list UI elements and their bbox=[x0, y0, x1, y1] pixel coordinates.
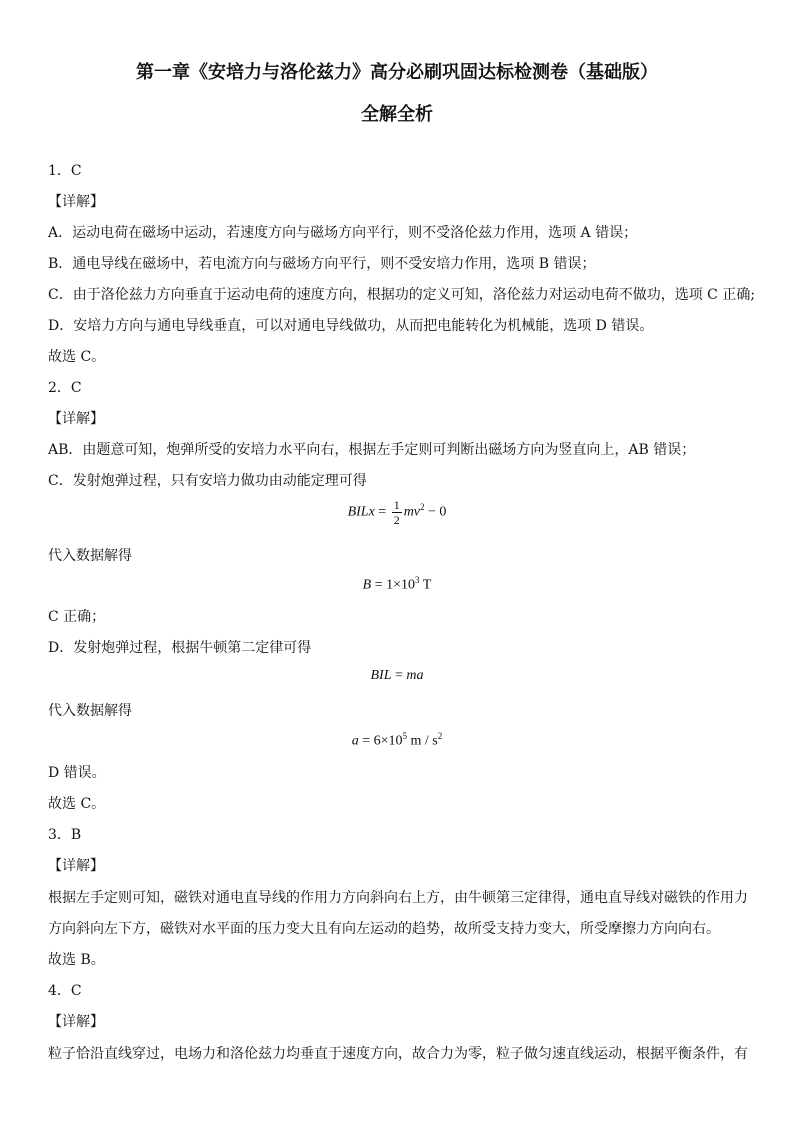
q2-c-correct: C 正确； bbox=[48, 609, 106, 625]
formula-a-lhs: a bbox=[351, 733, 359, 749]
q3-answer: 3．B bbox=[48, 827, 82, 843]
q2-option-ab: AB．由题意可知，炮弹所受的安培力水平向右，根据左手定则可判断出磁场方向为竖直向上，AB 错误； bbox=[48, 442, 696, 458]
q2-choice: 故选 C。 bbox=[48, 796, 106, 812]
q2-option-c: C．发射炮弹过程，只有安培力做功由动能定理可得 bbox=[48, 473, 367, 489]
formula-b-value bbox=[0, 575, 794, 594]
fraction-numerator: 1 bbox=[393, 498, 400, 512]
q3-choice: 故选 B。 bbox=[48, 952, 105, 968]
q4-detail-label: 【详解】 bbox=[48, 1014, 104, 1030]
formula-newton-lhs: BIL bbox=[370, 668, 392, 683]
formula-a-exponent: 5 bbox=[402, 731, 408, 741]
formula-newton-rhs: ma bbox=[406, 668, 424, 683]
q2-d-wrong: D 错误。 bbox=[48, 765, 106, 781]
q1-answer: 1．C bbox=[48, 163, 82, 179]
formula-newton bbox=[0, 668, 794, 684]
document-subtitle: 全解全析 bbox=[361, 104, 433, 125]
q4-answer: 4．C bbox=[48, 983, 82, 999]
q2-substitute-1: 代入数据解得 bbox=[48, 548, 132, 564]
formula-energy-tail: − 0 bbox=[424, 504, 447, 520]
formula-energy-lhs: BILx bbox=[347, 504, 375, 520]
q1-option-d: D．安培力方向与通电导线垂直，可以对通电导线做功，从而把电能转化为机械能，选项 D 错误。 bbox=[48, 318, 654, 334]
formula-b-lhs: B bbox=[362, 577, 372, 593]
formula-energy bbox=[0, 498, 794, 527]
q2-detail-label: 【详解】 bbox=[48, 411, 104, 427]
q1-option-c: C．由于洛伦兹力方向垂直于运动电荷的速度方向，根据功的定义可知，洛伦兹力对运动电荷不做功，选项 C 正确; bbox=[48, 287, 756, 303]
q3-detail-label: 【详解】 bbox=[48, 858, 104, 874]
q3-paragraph-2: 方向斜向左下方，磁铁对水平面的压力变大且有向左运动的趋势，故所受支持力变大，所受摩擦力方向向右。 bbox=[48, 921, 720, 937]
formula-b-mid: = 1×10 bbox=[371, 577, 416, 593]
formula-a-unit: m / s bbox=[407, 733, 438, 749]
q1-option-b: B．通电导线在磁场中，若电流方向与磁场方向平行，则不受安培力作用，选项 B 错误； bbox=[48, 256, 596, 272]
document-title: 第一章《安培力与洛伦兹力》高分必刷巩固达标检测卷（基础版） bbox=[136, 62, 658, 83]
formula-energy-rhs: mv bbox=[403, 504, 421, 520]
formula-energy-eq: = bbox=[374, 504, 390, 520]
formula-a-value bbox=[0, 731, 794, 750]
q4-paragraph-1: 粒子恰沿直线穿过，电场力和洛伦兹力均垂直于速度方向，故合力为零，粒子做匀速直线运动，根据平衡条件，有 bbox=[48, 1046, 748, 1062]
q2-answer: 2．C bbox=[48, 380, 82, 396]
formula-b-unit: T bbox=[419, 577, 432, 593]
formula-energy-exponent: 2 bbox=[420, 502, 425, 513]
formula-a-mid: = 6×10 bbox=[358, 733, 403, 749]
formula-newton-eq: = bbox=[391, 668, 407, 683]
q2-option-d: D．发射炮弹过程，根据牛顿第二定律可得 bbox=[48, 640, 312, 656]
q1-option-a: A．运动电荷在磁场中运动，若速度方向与磁场方向平行，则不受洛伦兹力作用，选项 A 错误； bbox=[48, 225, 638, 241]
q3-paragraph-1: 根据左手定则可知，磁铁对通电直导线的作用力方向斜向右上方，由牛顿第三定律得，通电直导线对磁铁的作用力 bbox=[48, 890, 748, 906]
q1-choice: 故选 C。 bbox=[48, 349, 106, 365]
formula-b-exponent: 3 bbox=[415, 575, 420, 585]
q2-substitute-2: 代入数据解得 bbox=[48, 703, 132, 719]
q1-detail-label: 【详解】 bbox=[48, 194, 104, 210]
fraction-denominator: 2 bbox=[393, 513, 400, 527]
formula-a-unit-exponent: 2 bbox=[437, 731, 443, 741]
formula-energy-fraction bbox=[392, 498, 402, 527]
